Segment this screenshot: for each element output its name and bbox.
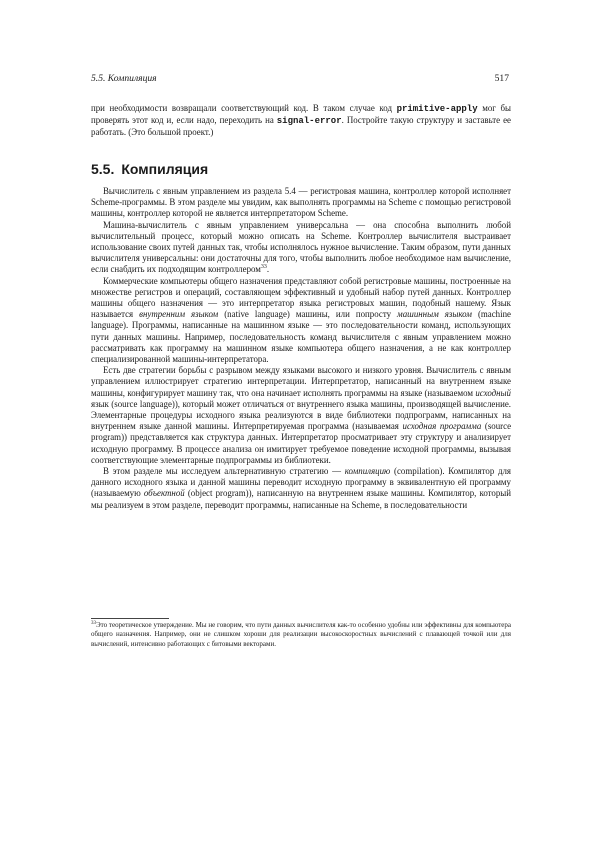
p5-text-a: В этом разделе мы исследуем альтернативную стратегию —	[103, 466, 345, 477]
p5-text-c: (object program)), написанную на внутреннем языке машины. Компилятор, который мы реализуем в этом разделе, переводит программы, написанные на Scheme, в последовательности	[91, 488, 511, 510]
footnote-ref[interactable]: 33	[260, 264, 267, 271]
paragraph-2	[91, 220, 511, 276]
body-text	[91, 186, 511, 511]
footnote-number: 33	[91, 621, 96, 626]
p5-text-b: (compilation). Компилятор для данного исходного языка и данной машины переводит исходную программу в эквивалентную ей программу (называемую	[91, 466, 511, 499]
paragraph-4	[91, 365, 511, 466]
section-title-text: Компиляция	[121, 161, 209, 177]
p4-text-c: (source program)) представляется как структура данных. Интерпретатор просматривает эту структуру и анализирует исходную программу. В процессе анализа он имитирует требуемое поведение исходной программы, вызывая соответствующие элементарные подпрограммы из библиотеки.	[91, 421, 512, 465]
p4-text-a: Есть две стратегии борьбы с разрывом между языками высокого и низкого уровня. Вычислитель с явным управлением иллюстрирует стратегию интерпретации. Интерпретатор, написанный на внутреннем языке машины, конфигурирует машину так, что она начинает исполнять программы на языке (называемом	[91, 365, 511, 398]
code-signal-error: signal-error	[276, 116, 342, 127]
intro-text-3: . Постройте такую структуру и заставьте ее работать. (Это большой проект.)	[91, 115, 511, 138]
term-native-language: внутренним языком	[139, 309, 219, 320]
intro-text-1: при необходимости возвращали соответствующий код. В таком случае код	[91, 103, 397, 113]
header-section-title: 5.5. Компиляция	[91, 73, 157, 84]
paragraph-2-text: Машина-вычислитель с явным управлением универсальна — она способна выполнить любой вычислительный процесс, который можно описать на Scheme. Контроллер вычислителя выстраивает использование своих путей данных так, чтобы исполнялось нужное вычисление. Таким образом, пути данных вычислителя универсальны: они достаточны для того, чтобы выполнить любое необходимое нам вычисление, если снабдить их подходящим контроллером	[91, 219, 511, 275]
code-primitive-apply: primitive-apply	[396, 104, 478, 114]
p3-text-c: (machine language). Программы, написанные на машинном языке — это последовательности команд, использующих пути данных машины. Например, последовательность команд вычислителя с явным управлением можно рассматривать как программу на машинном языке компьютера общего назначения, а не как контроллер специализированной машины-интерпретатора.	[91, 309, 511, 365]
running-header	[91, 72, 509, 86]
footnote-text: Это теоретическое утверждение. Мы не говорим, что пути данных вычислителя как-то особенно удобны или эффективны для компьютера общего назначения. Например, они не слишком хороши для реализации высокоскоростных вычислений с плавающей точкой или для вычислений, интенсивно работающих с битовыми векторами.	[91, 621, 511, 648]
page-number: 517	[494, 73, 509, 84]
paragraph-2-end: .	[266, 264, 270, 275]
intro-paragraph	[91, 103, 511, 139]
term-machine-language: машинным языком	[397, 309, 472, 320]
p3-text-a: Коммерческие компьютеры общего назначения представляют собой регистровые машины, построенные на множестве регистров и операций, составляющем эффективный и удобный набор путей данных. Контроллер машины общего назначения — это интерпретатор языка регистровых машин, подобный нашему. Язык называется	[91, 275, 511, 320]
p4-text-b: язык (source language)), который может отличаться от внутреннего языка машины, производящей вычисление. Элементарные процедуры исходного языка реализуются в виде библиотеки подпрограмм, написанных на внутреннем языке данной машины. Интерпретируемая программа (называемая	[91, 398, 511, 432]
intro-text-2: мог бы проверять этот код и, если надо, переходить на	[91, 103, 511, 126]
term-object-program: объектной	[143, 488, 185, 499]
p3-text-b: (native language) машины, или попросту	[218, 309, 398, 320]
paragraph-1: Вычислитель с явным управлением из раздела 5.4 — регистровая машина, контроллер которой исполняет Scheme-программы. В этом разделе мы увидим, как выполнять программы на Scheme с помощью регистровой машины, контроллер которой не является интерпретатором Scheme.	[91, 186, 511, 219]
term-source-language: исходный	[475, 387, 511, 398]
paragraph-5	[91, 466, 511, 511]
term-source-program: исходная программа	[402, 421, 482, 432]
section-number: 5.5.	[91, 161, 115, 177]
footnote	[91, 621, 511, 649]
paragraph-3	[91, 276, 511, 366]
term-compilation: компиляцию	[344, 466, 391, 477]
section-heading	[91, 160, 208, 178]
footnote-divider	[91, 618, 169, 619]
